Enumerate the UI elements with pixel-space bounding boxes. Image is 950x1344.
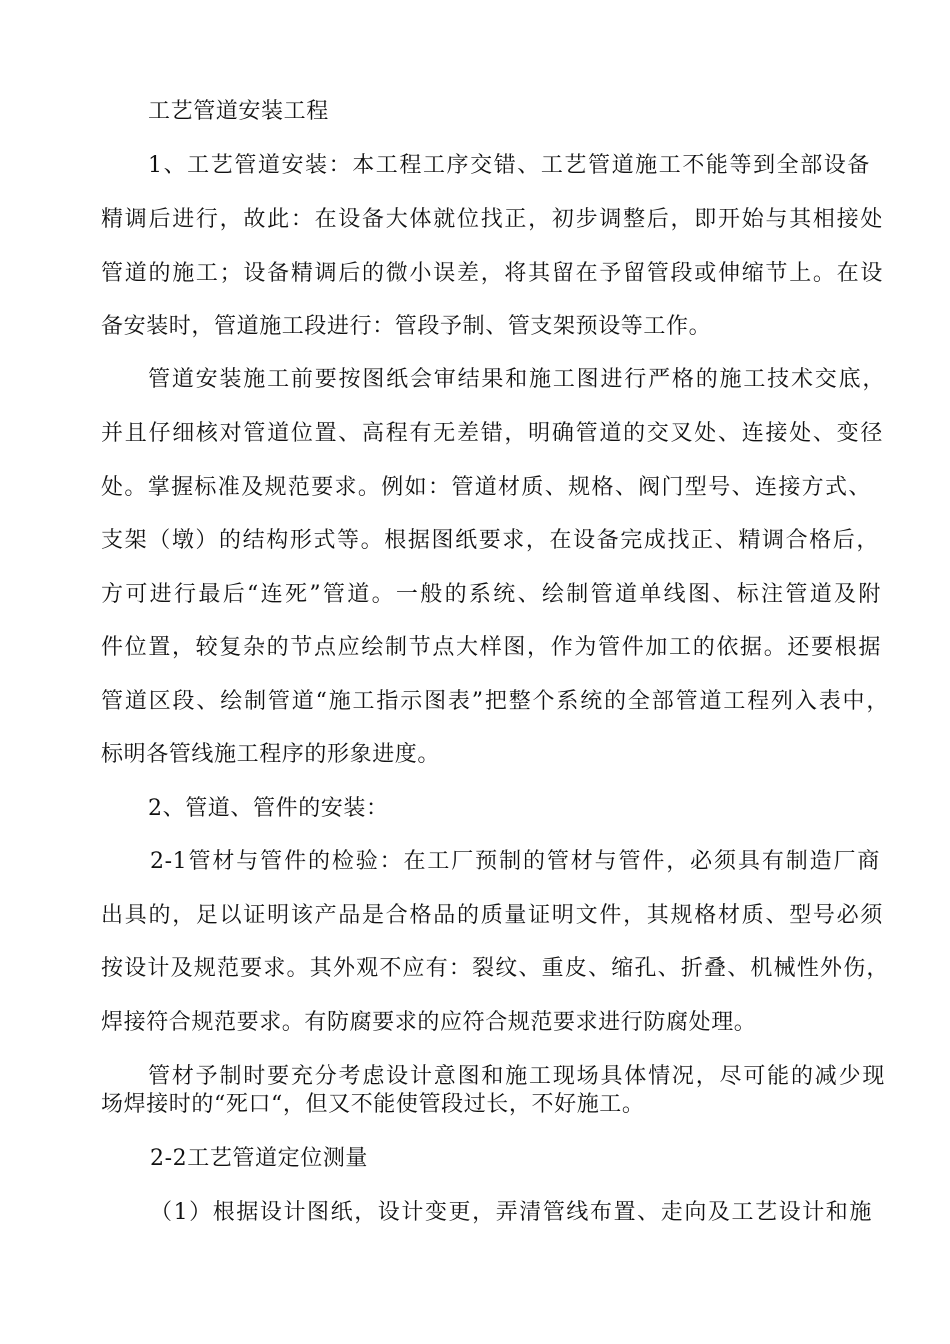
paragraph-line: （1）根据设计图纸，设计变更，弄清管线布置、走向及工艺设计和施: [150, 1200, 872, 1225]
paragraph-line: 2-1管材与管件的检验：在工厂预制的管材与管件，必须具有制造厂商: [150, 849, 880, 874]
paragraph-line: 并且仔细核对管道位置、高程有无差错，明确管道的交叉处、连接处、变径: [101, 421, 883, 446]
section-heading: 2、管道、管件的安装：: [148, 796, 389, 821]
paragraph-line: 处。掌握标准及规范要求。例如：管道材质、规格、阀门型号、连接方式、: [101, 475, 871, 500]
paragraph-line: 按设计及规范要求。其外观不应有：裂纹、重皮、缩孔、折叠、机械性外伤，: [101, 956, 889, 981]
section-heading: 2-2工艺管道定位测量: [150, 1146, 369, 1171]
paragraph-line: 管材予制时要充分考虑设计意图和施工现场具体情况，尽可能的减少现: [148, 1064, 885, 1089]
paragraph-line: 件位置，较复杂的节点应绘制节点大样图，作为管件加工的依据。还要根据: [101, 635, 881, 660]
paragraph-line: 场焊接时的“死口“，但又不能使管段过长，不好施工。: [101, 1092, 645, 1117]
paragraph-line: 焊接符合规范要求。有防腐要求的应符合规范要求进行防腐处理。: [101, 1010, 757, 1035]
paragraph-line: 方可进行最后“连死”管道。一般的系统、绘制管道单线图、标注管道及附: [101, 582, 881, 607]
paragraph-line: 支架（墩）的结构形式等。根据图纸要求，在设备完成找正、精调合格后，: [101, 528, 879, 553]
section-title: 工艺管道安装工程: [148, 99, 329, 124]
paragraph-line: 出具的，足以证明该产品是合格品的质量证明文件，其规格材质、型号必须: [101, 903, 883, 928]
paragraph-line: 标明各管线施工程序的形象进度。: [101, 742, 441, 767]
paragraph-line: 管道安装施工前要按图纸会审结果和施工图进行严格的施工技术交底，: [148, 367, 885, 392]
paragraph-line: 备安装时，管道施工段进行：管段予制、管支架预设等工作。: [101, 314, 712, 339]
paragraph-line: 管道的施工；设备精调后的微小误差，将其留在予留管段或伸缩节上。在设: [101, 261, 883, 286]
paragraph-line: 1、工艺管道安装：本工程工序交错、工艺管道施工不能等到全部设备: [148, 153, 870, 178]
paragraph-line: 管道区段、绘制管道“施工指示图表”把整个系统的全部管道工程列入表中，: [101, 689, 889, 714]
paragraph-line: 精调后进行，故此：在设备大体就位找正，初步调整后，即开始与其相接处: [101, 207, 883, 232]
